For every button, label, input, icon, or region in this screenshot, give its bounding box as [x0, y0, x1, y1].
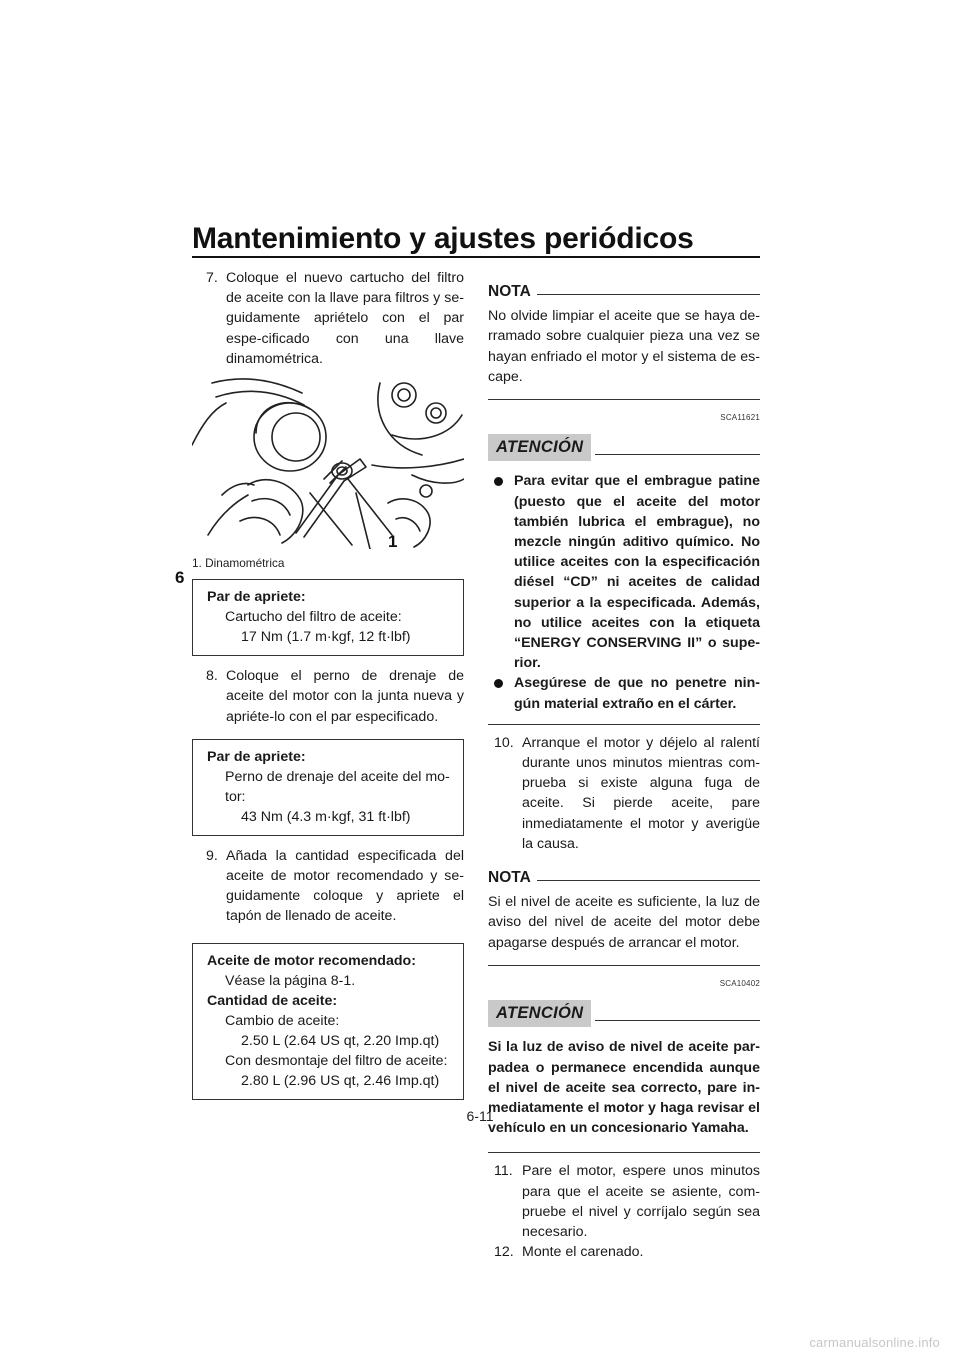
caution-rule	[595, 454, 760, 455]
bullet-icon	[494, 679, 503, 688]
figure-caption: 1. Dinamométrica	[192, 556, 285, 571]
step-7	[192, 268, 464, 369]
caution-end-rule	[488, 724, 760, 725]
caution-heading	[488, 434, 760, 461]
step-number: 7.	[206, 270, 218, 286]
spec-label: Par de apriete:	[207, 748, 306, 765]
note-title: NOTA	[488, 283, 531, 300]
caution-code: SCA10402	[719, 978, 760, 988]
caution-heading	[488, 1000, 760, 1027]
torque-spec-filter	[192, 579, 464, 656]
spec-value: 43 Nm (4.3 m·kgf, 31 ft·lbf)	[241, 808, 411, 825]
step-text: Coloque el nuevo cartucho del filtro de aceite con la llave para filtros y se-guidamente apriételo con el par espe-cificado con una llave dinamométrica.	[226, 270, 464, 367]
note-heading	[488, 868, 760, 888]
spec-item: Cartucho del filtro de aceite:	[225, 609, 402, 626]
spec-value: 17 Nm (1.7 m·kgf, 12 ft·lbf)	[241, 629, 411, 646]
step-number: 10.	[494, 734, 514, 751]
caution-badge: ATENCIÓN	[488, 434, 591, 461]
watermark-link[interactable]: carmanualsonline.info	[809, 1335, 940, 1350]
step-text: Monte el carenado.	[522, 1244, 644, 1261]
engine-illustration-svg	[192, 375, 464, 549]
oil-spec-box	[192, 943, 464, 1100]
caution-end-rule	[488, 1152, 760, 1153]
caution-item-text: Asegúrese de que no penetre nin-gún material extraño en el cárter.	[514, 675, 760, 712]
note-heading	[488, 282, 760, 302]
step-number: 9.	[206, 847, 218, 864]
note-rule	[537, 294, 760, 295]
note-text: Si el nivel de aceite es suficiente, la luz de aviso del nivel de aceite del motor debe apagarse después de arrancar el motor.	[488, 894, 760, 951]
step-number: 11.	[494, 1163, 513, 1180]
caution-item	[488, 471, 760, 673]
spec-filter-removal-value: 2.80 L (2.96 US qt, 2.46 Imp.qt)	[241, 1072, 440, 1089]
bullet-icon	[494, 477, 503, 486]
spec-oil-change: Cambio de aceite:	[225, 1012, 340, 1029]
note-title: NOTA	[488, 869, 531, 887]
step-12	[488, 1242, 760, 1262]
step-text: Pare el motor, espere unos minutos para que el aceite se asiente, com-pruebe el nivel y corríjalo según sea necesario.	[522, 1163, 760, 1240]
caution-badge: ATENCIÓN	[488, 1000, 591, 1027]
step-text: Arranque el motor y déjelo al ralentí durante unos minutos mientras com-prueba si existe alguna fuga de aceite. Si pierde aceite, pare inmediatamente el motor y averigüe la causa.	[522, 734, 760, 852]
page-number: 6-11	[466, 1108, 494, 1124]
step-8	[192, 666, 464, 727]
caution-text: Si la luz de aviso de nivel de aceite par-padea o permanece encendida aunque el nivel de aceite sea correcto, pare in-mediatamente el motor y haga revisar el vehículo en un concesionario Yamaha.	[488, 1039, 760, 1137]
caution-list	[488, 471, 760, 713]
callout-number: 1	[388, 532, 398, 550]
caution-item	[488, 673, 760, 713]
step-number: 12.	[494, 1244, 514, 1261]
spec-oil-change-value: 2.50 L (2.64 US qt, 2.20 Imp.qt)	[241, 1032, 440, 1049]
step-text: Coloque el perno de drenaje de aceite del motor con la junta nueva y apriéte-lo con el par especificado.	[226, 668, 464, 725]
step-text: Añada la cantidad especificada del aceite de motor recomendado y se-guidamente coloque y apriete el tapón de llenado de aceite.	[226, 847, 464, 925]
caution-code: SCA11621	[720, 413, 760, 423]
step-number: 8.	[206, 668, 218, 685]
chapter-tab: 6	[175, 568, 185, 587]
note-rule	[537, 880, 760, 881]
caution-item-text: Para evitar que el embrague patine (puesto que el aceite del motor también lubrica el embrague), no mezcle ningún aditivo químico. No utilice aceites con la especificación diésel “CD” ni aceites de calidad superior a la especificada. Además, no utilice aceites con la etiqueta “ENERGY CONSERVING II” o supe-rior.	[514, 473, 760, 672]
step-10	[488, 733, 760, 854]
torque-wrench-illustration	[192, 375, 464, 549]
header-rule	[192, 256, 760, 258]
caution-rule	[595, 1020, 760, 1021]
spec-filter-removal: Con desmontaje del filtro de aceite:	[225, 1052, 448, 1069]
step-11	[488, 1161, 760, 1242]
left-column	[192, 268, 464, 1110]
spec-see-page: Véase la página 8-1.	[225, 972, 356, 989]
torque-spec-drain-bolt	[192, 739, 464, 836]
note-end-rule	[488, 965, 760, 966]
spec-item: Perno de drenaje del aceite del mo-tor:	[225, 768, 450, 805]
note-end-rule	[488, 399, 760, 400]
spec-label-recommended-oil: Aceite de motor recomendado:	[207, 952, 416, 969]
step-9	[192, 846, 464, 927]
page-title: Mantenimiento y ajustes periódicos	[192, 222, 694, 255]
spec-label-oil-quantity: Cantidad de aceite:	[207, 992, 338, 1009]
spec-label: Par de apriete:	[207, 589, 306, 606]
note-text: No olvide limpiar el aceite que se haya de-rramado sobre cualquier pieza una vez se hayan enfriado el motor y el sistema de es-cape.	[488, 308, 760, 385]
